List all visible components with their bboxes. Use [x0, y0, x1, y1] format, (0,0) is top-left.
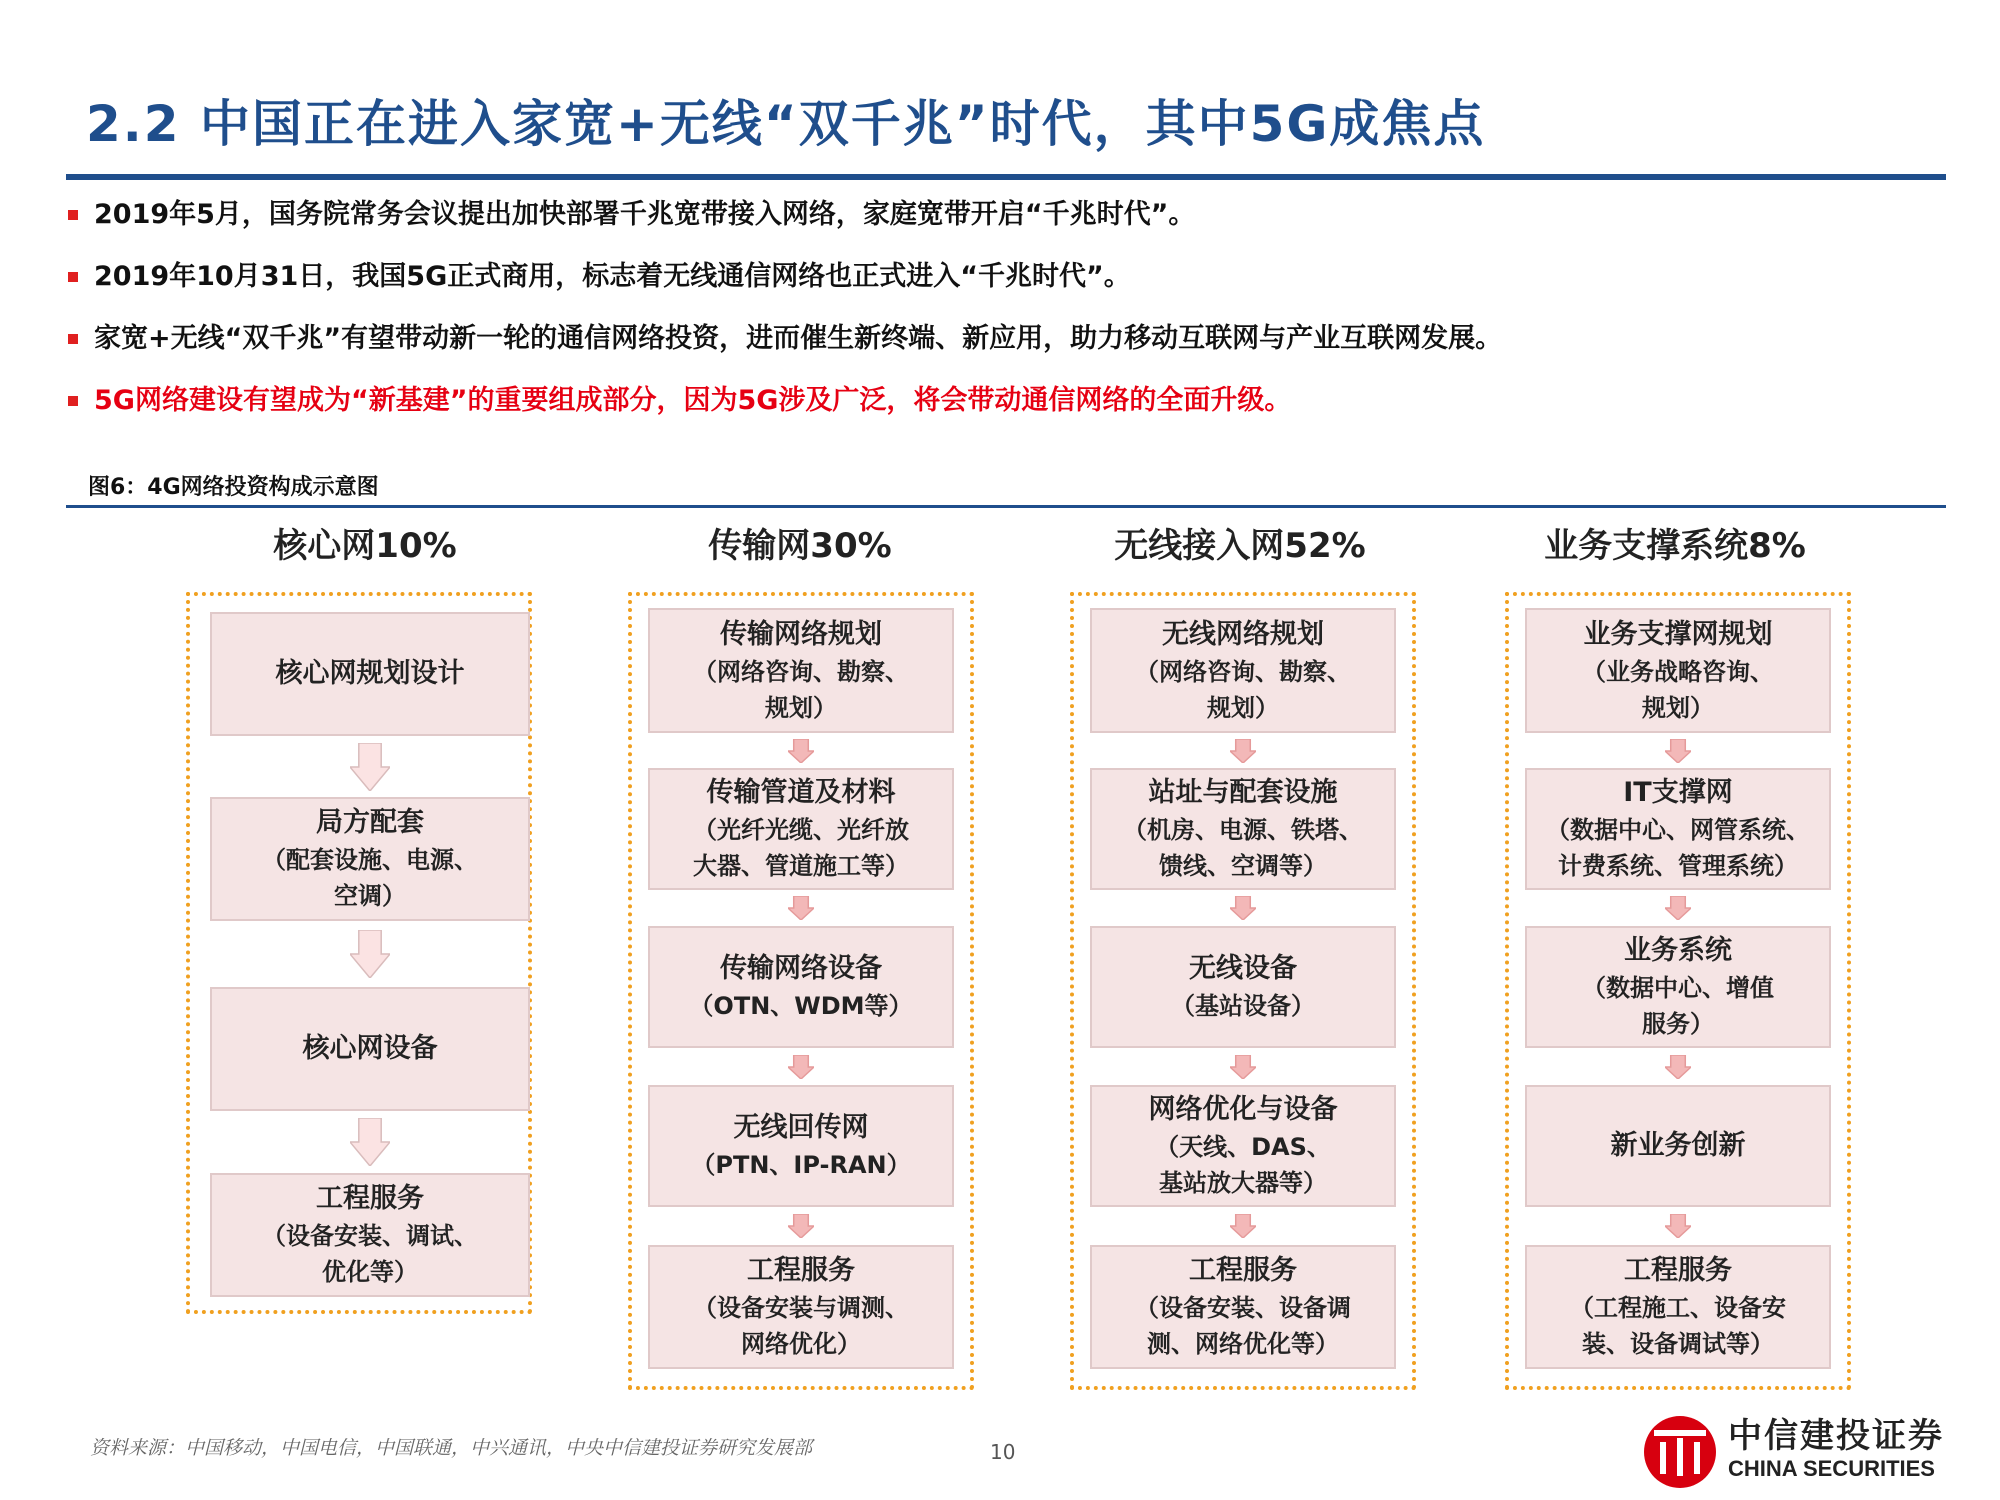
step-box	[648, 608, 954, 733]
step-title: 核心网规划设计	[275, 658, 465, 689]
bullet-text: 5G网络建设有望成为“新基建”的重要组成部分，因为5G涉及广泛，将会带动通信网络的全面升级。	[94, 385, 1292, 416]
bullet-list	[66, 192, 1946, 440]
bullet-item	[66, 192, 1946, 254]
bullet-text: 2019年5月，国务院常务会议提出加快部署千兆宽带接入网络，家庭宽带开启“千兆时代”。	[94, 199, 1196, 230]
down-arrow-icon	[1665, 1214, 1691, 1238]
step-detail: （工程施工、设备安 装、设备调试等）	[1570, 1294, 1786, 1358]
step-detail: （设备安装、调试、 优化等）	[262, 1222, 478, 1286]
step-box	[648, 1245, 954, 1369]
down-arrow-icon	[350, 1118, 390, 1166]
down-arrow-icon	[1665, 896, 1691, 920]
step-title: 传输管道及材料	[706, 777, 896, 808]
step-box	[1525, 1085, 1831, 1207]
step-title: 无线回传网	[733, 1112, 869, 1143]
step-box	[1090, 1245, 1396, 1369]
column-title: 传输网30%	[708, 526, 892, 566]
step-detail: （机房、电源、铁塔、 馈线、空调等）	[1123, 816, 1363, 880]
down-arrow-icon	[1230, 739, 1256, 763]
step-box	[1090, 608, 1396, 733]
step-title: 核心网设备	[302, 1033, 438, 1064]
column-title: 业务支撑系统8%	[1544, 526, 1806, 566]
bullet-square-icon	[68, 334, 78, 344]
step-box	[1090, 1085, 1396, 1207]
down-arrow-icon	[1230, 896, 1256, 920]
bullet-text: 家宽+无线“双千兆”有望带动新一轮的通信网络投资，进而催生新终端、新应用，助力移动互联网与产业互联网发展。	[94, 323, 1503, 354]
title-divider	[66, 174, 1946, 180]
step-title: 传输网络规划	[720, 618, 882, 650]
step-box	[648, 1085, 954, 1207]
down-arrow-icon	[350, 743, 390, 791]
step-detail: （数据中心、增值 服务）	[1582, 974, 1774, 1038]
down-arrow-icon	[788, 1214, 814, 1238]
step-title: IT支撑网	[1623, 777, 1733, 808]
bullet-item	[66, 254, 1946, 316]
step-box	[1090, 926, 1396, 1048]
step-title: 业务系统	[1624, 935, 1732, 966]
down-arrow-icon	[1665, 739, 1691, 763]
page-title: 2.2 中国正在进入家宽+无线“双千兆”时代，其中5G成焦点	[86, 95, 1486, 153]
step-detail: （网络咨询、勘察、 规划）	[1135, 657, 1351, 722]
down-arrow-icon	[1230, 1214, 1256, 1238]
step-box	[1525, 768, 1831, 890]
step-box	[1525, 926, 1831, 1048]
step-box	[210, 987, 530, 1111]
page-number: 10	[990, 1440, 1016, 1464]
company-logo	[1640, 1408, 1960, 1492]
step-title: 无线网络规划	[1162, 618, 1324, 650]
logo-chinese-name: 中信建投证券	[1728, 1416, 1944, 1456]
source-note: 资料来源：中国移动，中国电信，中国联通，中兴通讯，中央中信建投证券研究发展部	[90, 1437, 813, 1459]
step-detail: （光纤光缆、光纤放 大器、管道施工等）	[693, 816, 909, 880]
step-title: 业务支撑网规划	[1583, 618, 1773, 650]
down-arrow-icon	[788, 739, 814, 763]
logo-english-name: CHINA SECURITIES	[1728, 1456, 1935, 1481]
step-box	[1525, 1245, 1831, 1369]
bullet-square-icon	[68, 272, 78, 282]
step-detail: （PTN、IP-RAN）	[691, 1151, 911, 1179]
step-box	[210, 797, 530, 921]
step-detail: （网络咨询、勘察、 规划）	[693, 657, 909, 722]
step-box	[210, 1173, 530, 1297]
step-title: 站址与配套设施	[1148, 777, 1338, 808]
down-arrow-icon	[788, 1055, 814, 1079]
step-detail: （数据中心、网管系统、 计费系统、管理系统）	[1546, 816, 1810, 880]
step-title: 传输网络设备	[720, 953, 882, 984]
down-arrow-icon	[1665, 1055, 1691, 1079]
step-title: 无线设备	[1189, 953, 1297, 984]
figure-divider	[66, 505, 1946, 508]
step-title: 局方配套	[316, 807, 424, 838]
down-arrow-icon	[788, 896, 814, 920]
step-box	[648, 926, 954, 1048]
step-detail: （业务战略咨询、 规划）	[1582, 657, 1774, 722]
step-title: 工程服务	[1189, 1255, 1297, 1286]
bullet-square-icon	[68, 210, 78, 220]
bullet-item	[66, 316, 1946, 378]
step-detail: （OTN、WDM等）	[689, 992, 913, 1020]
step-title: 新业务创新	[1610, 1130, 1746, 1161]
figure-caption: 图6：4G网络投资构成示意图	[88, 475, 379, 500]
down-arrow-icon	[350, 930, 390, 978]
step-detail: （设备安装、设备调 测、网络优化等）	[1135, 1294, 1351, 1358]
step-detail: （基站设备）	[1171, 992, 1315, 1020]
step-title: 工程服务	[747, 1255, 855, 1286]
column-title: 核心网10%	[273, 526, 457, 566]
bullet-text: 2019年10月31日，我国5G正式商用，标志着无线通信网络也正式进入“千兆时代”。	[94, 261, 1131, 292]
step-box	[1090, 768, 1396, 890]
citic-logo-icon	[1640, 1408, 1720, 1492]
down-arrow-icon	[1230, 1055, 1256, 1079]
step-detail: （天线、DAS、 基站放大器等）	[1155, 1133, 1331, 1197]
bullet-item-highlight	[66, 378, 1946, 440]
step-box	[1525, 608, 1831, 733]
step-title: 工程服务	[1624, 1255, 1732, 1286]
step-title: 工程服务	[316, 1183, 424, 1214]
step-detail: （配套设施、电源、 空调）	[262, 846, 478, 910]
step-title: 网络优化与设备	[1148, 1094, 1338, 1125]
step-box	[648, 768, 954, 890]
column-title: 无线接入网52%	[1114, 526, 1366, 566]
step-box	[210, 612, 530, 736]
bullet-square-icon	[68, 396, 78, 406]
step-detail: （设备安装与调测、 网络优化）	[693, 1294, 909, 1358]
